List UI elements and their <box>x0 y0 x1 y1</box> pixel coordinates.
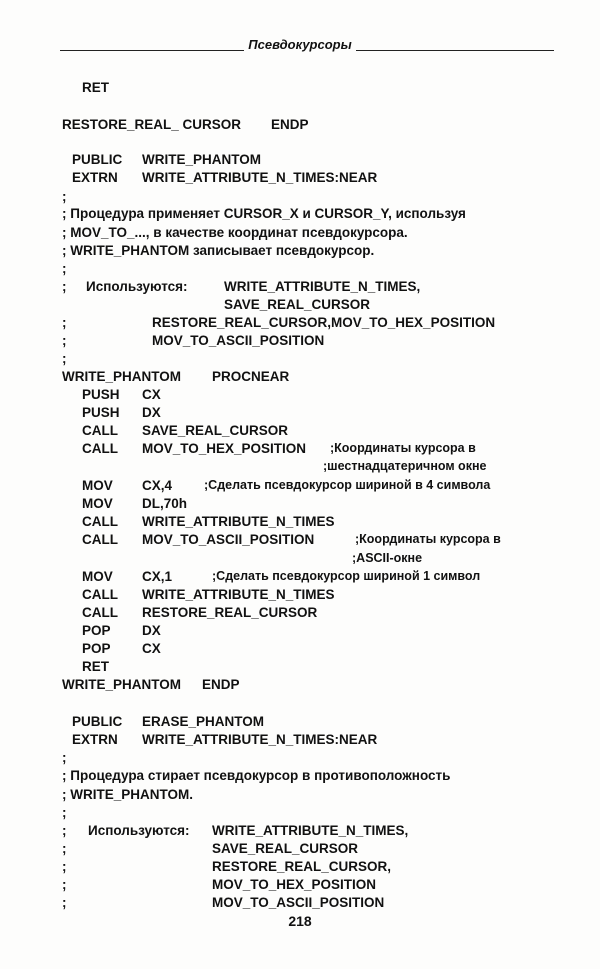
code-line <box>0 351 600 369</box>
code-line <box>0 841 600 859</box>
code-line <box>0 641 600 659</box>
code-token: CX,1 <box>142 569 173 584</box>
code-token: WRITE_PHANTOM <box>62 677 182 692</box>
code-token: Используются: <box>88 823 190 838</box>
code-line <box>0 369 600 387</box>
code-line <box>0 152 600 170</box>
code-comment: ;Координаты курсора в <box>330 441 476 455</box>
code-line <box>0 787 600 805</box>
code-line <box>0 315 600 333</box>
code-token: MOV_TO_HEX_POSITION <box>212 877 377 892</box>
code-token: RESTORE_REAL_CURSOR,MOV_TO_HEX_POSITION <box>152 315 496 330</box>
code-token: WRITE_PHANTOM <box>142 152 262 167</box>
code-token: WRITE_ATTRIBUTE_N_TIMES:NEAR <box>142 170 378 185</box>
code-line <box>0 768 600 786</box>
code-token: ; <box>62 315 67 330</box>
code-token: RET <box>82 80 109 95</box>
code-token: PUBLIC <box>72 152 123 167</box>
code-line <box>0 551 600 569</box>
code-token: CALL <box>82 514 118 529</box>
code-line <box>0 750 600 768</box>
code-token: ; <box>62 750 67 765</box>
code-token: ENDP <box>202 677 240 692</box>
code-token: ; <box>62 805 67 820</box>
code-token: WRITE_ATTRIBUTE_N_TIMES, <box>224 279 421 294</box>
code-token: WRITE_ATTRIBUTE_N_TIMES:NEAR <box>142 732 378 747</box>
code-line <box>0 895 600 913</box>
code-line <box>0 297 600 315</box>
code-line <box>0 805 600 823</box>
code-token: MOV <box>82 478 113 493</box>
running-header <box>0 37 600 52</box>
code-line <box>0 423 600 441</box>
code-line <box>0 117 600 135</box>
code-token: ; <box>62 859 67 874</box>
code-token: SAVE_REAL_CURSOR <box>224 297 371 312</box>
code-token: RET <box>82 659 109 674</box>
code-token: ; <box>62 189 67 204</box>
header-title-text: Псевдокурсоры <box>244 37 355 52</box>
code-token: CALL <box>82 423 118 438</box>
code-line <box>0 405 600 423</box>
code-token: ; <box>62 841 67 856</box>
code-token: CALL <box>82 441 118 456</box>
code-line <box>0 80 600 98</box>
code-line <box>0 514 600 532</box>
code-token: RESTORE_REAL_ CURSOR <box>62 117 242 132</box>
code-token: ; <box>62 823 67 838</box>
code-line <box>0 496 600 514</box>
code-token: POP <box>82 623 111 638</box>
code-token: RESTORE_REAL_CURSOR <box>142 605 318 620</box>
code-token: PUSH <box>82 405 120 420</box>
code-line <box>0 605 600 623</box>
code-token: WRITE_ATTRIBUTE_N_TIMES <box>142 587 335 602</box>
code-token: EXTRN <box>72 170 118 185</box>
code-token: Используются: <box>86 279 188 294</box>
code-line <box>0 623 600 641</box>
code-token: CALL <box>82 587 118 602</box>
code-token: ; WRITE_PHANTOM. <box>62 787 193 802</box>
code-token: ; Процедура применяет CURSOR_X и CURSOR_Y, используя <box>62 206 466 221</box>
code-token: ; Процедура стирает псевдокурсор в противоположность <box>62 768 451 783</box>
code-token: PROCNEAR <box>212 369 290 384</box>
code-token: ; <box>62 877 67 892</box>
code-token: MOV <box>82 569 113 584</box>
code-token: MOV_TO_ASCII_POSITION <box>212 895 385 910</box>
code-token: CX <box>142 387 161 402</box>
code-token: SAVE_REAL_CURSOR <box>212 841 359 856</box>
code-line <box>0 261 600 279</box>
code-line <box>0 189 600 207</box>
code-line <box>0 823 600 841</box>
page-number: 218 <box>288 913 312 929</box>
code-line <box>0 859 600 877</box>
code-line <box>0 569 600 587</box>
code-token: ; MOV_TO_..., в качестве координат псевдокурсора. <box>62 225 408 240</box>
code-line <box>0 877 600 895</box>
code-token: EXTRN <box>72 732 118 747</box>
code-token: MOV_TO_ASCII_POSITION <box>142 532 315 547</box>
code-token: CALL <box>82 605 118 620</box>
code-line <box>0 478 600 496</box>
code-token: CALL <box>82 532 118 547</box>
code-token: ENDP <box>271 117 309 132</box>
code-token: WRITE_ATTRIBUTE_N_TIMES, <box>212 823 409 838</box>
code-token: CX <box>142 641 161 656</box>
code-line <box>0 279 600 297</box>
code-token: WRITE_ATTRIBUTE_N_TIMES <box>142 514 335 529</box>
code-token: DX <box>142 623 161 638</box>
code-line <box>0 677 600 695</box>
code-token: ; <box>62 333 67 348</box>
code-token: PUBLIC <box>72 714 123 729</box>
code-token: RESTORE_REAL_CURSOR, <box>212 859 392 874</box>
code-line <box>0 225 600 243</box>
code-token: POP <box>82 641 111 656</box>
code-token: ; <box>62 261 67 276</box>
code-line <box>0 732 600 750</box>
code-token: MOV_TO_HEX_POSITION <box>142 441 307 456</box>
code-comment: ;шестнадцатеричном окне <box>323 459 487 473</box>
code-comment: ;Сделать псевдокурсор шириной в 4 символа <box>204 478 491 492</box>
code-line <box>0 441 600 459</box>
code-line <box>0 170 600 188</box>
code-line <box>0 333 600 351</box>
code-line <box>0 532 600 550</box>
code-token: MOV <box>82 496 113 511</box>
code-token: ; <box>62 351 67 366</box>
code-token: DL,70h <box>142 496 188 511</box>
code-token: ; <box>62 279 67 294</box>
code-token: PUSH <box>82 387 120 402</box>
code-token: SAVE_REAL_CURSOR <box>142 423 289 438</box>
code-line <box>0 659 600 677</box>
code-comment: ;Координаты курсора в <box>355 532 501 546</box>
code-line <box>0 459 600 477</box>
code-token: ERASE_PHANTOM <box>142 714 265 729</box>
code-token: ; <box>62 895 67 910</box>
code-token: CX,4 <box>142 478 173 493</box>
code-token: WRITE_PHANTOM <box>62 369 182 384</box>
code-token: ; WRITE_PHANTOM записывает псевдокурсор. <box>62 243 375 258</box>
code-line <box>0 243 600 261</box>
code-line <box>0 206 600 224</box>
code-token: MOV_TO_ASCII_POSITION <box>152 333 325 348</box>
code-line <box>0 587 600 605</box>
code-token: DX <box>142 405 161 420</box>
code-comment: ;Сделать псевдокурсор шириной 1 символ <box>212 569 481 583</box>
code-line <box>0 714 600 732</box>
code-comment: ;ASCII-окне <box>352 551 423 565</box>
code-line <box>0 387 600 405</box>
